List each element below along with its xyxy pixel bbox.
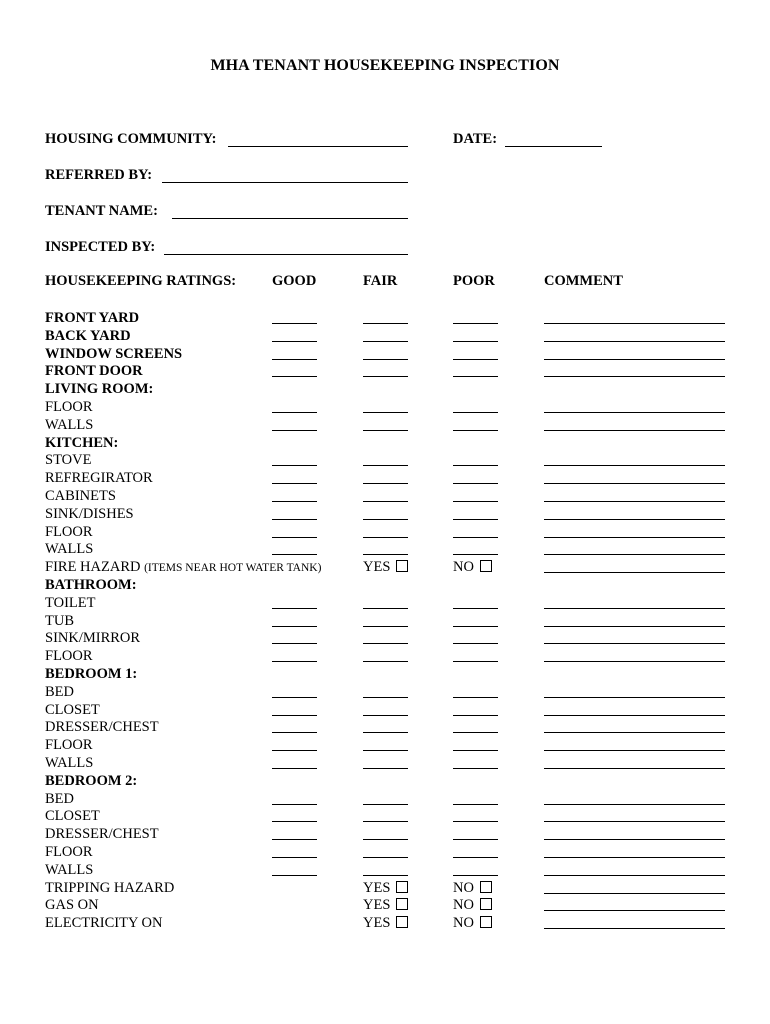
rating-fair-blank[interactable]	[363, 839, 408, 840]
comment-blank[interactable]	[544, 821, 725, 822]
comment-blank[interactable]	[544, 376, 725, 377]
date-label: DATE:	[453, 131, 498, 147]
comment-blank[interactable]	[544, 626, 725, 627]
rating-good-blank[interactable]	[272, 643, 317, 644]
rating-good-blank[interactable]	[272, 697, 317, 698]
row-label	[45, 879, 174, 897]
row-label-text: FLOOR	[45, 844, 93, 860]
row-label-text: BED	[45, 683, 74, 700]
rating-poor-blank[interactable]	[453, 341, 498, 342]
row-label-text: CABINETS	[45, 488, 116, 504]
rating-fair-blank[interactable]	[363, 768, 408, 769]
section-heading	[0, 772, 770, 790]
rating-fair-blank[interactable]	[363, 554, 408, 555]
row-label-text: BED	[45, 790, 74, 807]
row-label-text: WALLS	[45, 755, 94, 771]
rating-fair-blank[interactable]	[363, 821, 408, 822]
rating-poor-blank[interactable]	[453, 697, 498, 698]
comment-blank[interactable]	[544, 501, 725, 502]
inspection-row	[0, 718, 770, 736]
rating-good-blank[interactable]	[272, 804, 317, 805]
inspection-row	[0, 451, 770, 469]
column-fair: FAIR	[363, 273, 398, 289]
rating-fair-blank[interactable]	[363, 412, 408, 413]
rating-fair-blank[interactable]	[363, 697, 408, 698]
comment-blank[interactable]	[544, 804, 725, 805]
inspection-row	[0, 879, 770, 897]
rating-good-blank[interactable]	[272, 608, 317, 609]
comment-blank[interactable]	[544, 465, 725, 466]
rating-good-blank[interactable]	[272, 750, 317, 751]
rating-good-blank[interactable]	[272, 839, 317, 840]
rating-good-blank[interactable]	[272, 821, 317, 822]
inspection-row	[0, 736, 770, 754]
yes-option	[363, 896, 408, 914]
row-label-text: LIVING ROOM:	[45, 381, 154, 398]
yes-checkbox[interactable]	[396, 916, 408, 928]
rating-fair-blank[interactable]	[363, 376, 408, 377]
rating-good-blank[interactable]	[272, 715, 317, 716]
row-label-text: FLOOR	[45, 737, 93, 754]
row-label-text: WALLS	[45, 541, 94, 558]
rating-poor-blank[interactable]	[453, 501, 498, 502]
row-label-text: SINK/MIRROR	[45, 630, 141, 647]
rating-poor-blank[interactable]	[453, 483, 498, 484]
rating-fair-blank[interactable]	[363, 430, 408, 431]
inspection-row	[0, 345, 770, 363]
rating-good-blank[interactable]	[272, 465, 317, 466]
row-label-text: TUB	[45, 612, 74, 629]
row-label-text: BATHROOM:	[45, 577, 137, 593]
comment-blank[interactable]	[544, 910, 725, 911]
row-label-text: TRIPPING HAZARD	[45, 879, 175, 896]
row-label-text: REFREGIRATOR	[45, 470, 153, 487]
no-option	[453, 879, 492, 897]
row-label	[45, 683, 74, 701]
rating-poor-blank[interactable]	[453, 376, 498, 377]
row-label-text: ELECTRICITY ON	[45, 915, 163, 932]
yes-label: YES	[363, 879, 391, 896]
row-label	[45, 612, 74, 630]
row-label-text: WALLS	[45, 416, 94, 433]
yes-label: YES	[363, 559, 391, 576]
section-label	[45, 576, 137, 594]
inspection-row	[0, 843, 770, 861]
section-label	[45, 665, 137, 683]
row-label	[45, 647, 93, 665]
row-label	[45, 594, 95, 612]
row-label	[45, 896, 99, 914]
row-label	[45, 558, 321, 577]
tenant-name-label: TENANT NAME:	[45, 203, 158, 219]
comment-blank[interactable]	[544, 572, 725, 573]
row-label	[45, 362, 143, 380]
rating-fair-blank[interactable]	[363, 661, 408, 662]
row-label	[45, 790, 74, 808]
comment-blank[interactable]	[544, 341, 725, 342]
comment-blank[interactable]	[544, 839, 725, 840]
row-label	[45, 807, 100, 825]
comment-blank[interactable]	[544, 768, 725, 769]
column-poor: POOR	[453, 273, 495, 289]
row-label	[45, 629, 140, 647]
inspection-row	[0, 469, 770, 487]
yes-checkbox[interactable]	[396, 881, 408, 893]
rating-fair-blank[interactable]	[363, 715, 408, 716]
comment-blank[interactable]	[544, 537, 725, 538]
row-label	[45, 487, 116, 505]
rating-good-blank[interactable]	[272, 323, 317, 324]
row-label-text: SINK/DISHES	[45, 505, 134, 522]
inspection-row	[0, 861, 770, 879]
rating-poor-blank[interactable]	[453, 412, 498, 413]
row-label	[45, 327, 131, 345]
rating-poor-blank[interactable]	[453, 608, 498, 609]
comment-blank[interactable]	[544, 554, 725, 555]
yes-checkbox[interactable]	[396, 898, 408, 910]
comment-blank[interactable]	[544, 715, 725, 716]
inspection-row	[0, 629, 770, 647]
rating-fair-blank[interactable]	[363, 465, 408, 466]
rating-poor-blank[interactable]	[453, 839, 498, 840]
rating-good-blank[interactable]	[272, 519, 317, 520]
rating-good-blank[interactable]	[272, 626, 317, 627]
rating-good-blank[interactable]	[272, 483, 317, 484]
column-good: GOOD	[272, 273, 317, 289]
inspection-row	[0, 701, 770, 719]
comment-blank[interactable]	[544, 661, 725, 662]
rating-poor-blank[interactable]	[453, 804, 498, 805]
rating-fair-blank[interactable]	[363, 323, 408, 324]
rating-good-blank[interactable]	[272, 501, 317, 502]
row-label-text: BEDROOM 1:	[45, 666, 138, 682]
comment-blank[interactable]	[544, 750, 725, 751]
row-label	[45, 914, 162, 932]
rating-poor-blank[interactable]	[453, 732, 498, 733]
inspection-row	[0, 683, 770, 701]
section-label	[45, 434, 118, 452]
yes-label: YES	[363, 915, 391, 932]
rating-poor-blank[interactable]	[453, 661, 498, 662]
section-heading	[0, 576, 770, 594]
rating-poor-blank[interactable]	[453, 750, 498, 751]
section-heading	[0, 380, 770, 398]
comment-blank[interactable]	[544, 732, 725, 733]
inspection-row	[0, 523, 770, 541]
rating-fair-blank[interactable]	[363, 875, 408, 876]
row-label-text: FLOOR	[45, 648, 93, 665]
comment-blank[interactable]	[544, 608, 725, 609]
inspection-row	[0, 362, 770, 380]
rating-good-blank[interactable]	[272, 554, 317, 555]
housekeeping-ratings-label: HOUSEKEEPING RATINGS:	[45, 273, 237, 289]
row-label-text: FLOOR	[45, 523, 93, 540]
rating-poor-blank[interactable]	[453, 554, 498, 555]
yes-checkbox[interactable]	[396, 560, 408, 572]
row-label	[45, 309, 139, 327]
rating-poor-blank[interactable]	[453, 768, 498, 769]
rating-good-blank[interactable]	[272, 359, 317, 360]
comment-blank[interactable]	[544, 430, 725, 431]
row-label	[45, 736, 93, 754]
row-label-text: BACK YARD	[45, 327, 131, 344]
rating-fair-blank[interactable]	[363, 483, 408, 484]
row-label-text: WINDOW SCREENS	[45, 345, 183, 362]
rating-fair-blank[interactable]	[363, 804, 408, 805]
no-checkbox[interactable]	[480, 916, 492, 928]
inspection-row	[0, 647, 770, 665]
row-label	[45, 523, 93, 541]
rating-poor-blank[interactable]	[453, 626, 498, 627]
inspection-row	[0, 558, 770, 576]
inspection-row	[0, 540, 770, 558]
rating-good-blank[interactable]	[272, 857, 317, 858]
comment-blank[interactable]	[544, 697, 725, 698]
rating-good-blank[interactable]	[272, 376, 317, 377]
row-label-text: WALLS	[45, 861, 94, 878]
inspection-row	[0, 790, 770, 808]
rating-poor-blank[interactable]	[453, 323, 498, 324]
row-label-text: FIRE HAZARD	[45, 559, 141, 576]
row-label-text: FRONT YARD	[45, 310, 140, 326]
rating-fair-blank[interactable]	[363, 750, 408, 751]
section-heading	[0, 665, 770, 683]
rating-poor-blank[interactable]	[453, 537, 498, 538]
row-label-text: BEDROOM 2:	[45, 772, 138, 789]
no-option	[453, 914, 492, 932]
rating-poor-blank[interactable]	[453, 465, 498, 466]
rating-fair-blank[interactable]	[363, 732, 408, 733]
comment-blank[interactable]	[544, 857, 725, 858]
inspection-row	[0, 914, 770, 932]
yes-option	[363, 558, 408, 576]
row-label-text: FRONT DOOR	[45, 363, 143, 380]
row-label-text: GAS ON	[45, 897, 99, 914]
inspection-row	[0, 825, 770, 843]
row-label	[45, 754, 93, 772]
rating-poor-blank[interactable]	[453, 519, 498, 520]
rating-good-blank[interactable]	[272, 412, 317, 413]
housing-community-label: HOUSING COMMUNITY:	[45, 131, 217, 147]
rating-fair-blank[interactable]	[363, 608, 408, 609]
row-label-text: STOVE	[45, 452, 92, 469]
comment-blank[interactable]	[544, 359, 725, 360]
rating-good-blank[interactable]	[272, 875, 317, 876]
inspection-row	[0, 327, 770, 345]
comment-blank[interactable]	[544, 875, 725, 876]
row-label	[45, 505, 134, 523]
rating-poor-blank[interactable]	[453, 359, 498, 360]
no-label: NO	[453, 559, 474, 576]
row-label	[45, 825, 159, 843]
row-label	[45, 345, 182, 363]
inspection-row	[0, 398, 770, 416]
inspected-by-label: INSPECTED BY:	[45, 239, 156, 255]
column-comment: COMMENT	[544, 273, 623, 289]
rating-fair-blank[interactable]	[363, 626, 408, 627]
row-label-text: DRESSER/CHEST	[45, 719, 159, 736]
no-checkbox[interactable]	[480, 881, 492, 893]
rating-poor-blank[interactable]	[453, 875, 498, 876]
comment-blank[interactable]	[544, 323, 725, 324]
rating-good-blank[interactable]	[272, 768, 317, 769]
row-label	[45, 843, 93, 861]
row-label-text: DRESSER/CHEST	[45, 826, 159, 843]
rating-good-blank[interactable]	[272, 732, 317, 733]
rating-good-blank[interactable]	[272, 430, 317, 431]
row-label	[45, 540, 93, 558]
inspection-row	[0, 594, 770, 612]
no-checkbox[interactable]	[480, 898, 492, 910]
comment-blank[interactable]	[544, 412, 725, 413]
rating-good-blank[interactable]	[272, 341, 317, 342]
row-label	[45, 718, 159, 736]
inspection-row	[0, 612, 770, 630]
comment-blank[interactable]	[544, 519, 725, 520]
no-option	[453, 558, 492, 576]
section-heading	[0, 434, 770, 452]
inspection-row	[0, 754, 770, 772]
rating-poor-blank[interactable]	[453, 643, 498, 644]
row-label	[45, 469, 153, 487]
row-label	[45, 398, 93, 416]
no-label: NO	[453, 897, 474, 914]
comment-blank[interactable]	[544, 893, 725, 894]
row-label-text: CLOSET	[45, 808, 100, 825]
inspection-row	[0, 807, 770, 825]
rating-fair-blank[interactable]	[363, 643, 408, 644]
no-checkbox[interactable]	[480, 560, 492, 572]
inspection-row	[0, 487, 770, 505]
yes-label: YES	[363, 897, 391, 914]
inspection-row	[0, 896, 770, 914]
row-label	[45, 701, 100, 719]
rating-good-blank[interactable]	[272, 537, 317, 538]
comment-blank[interactable]	[544, 643, 725, 644]
no-option	[453, 896, 492, 914]
rating-good-blank[interactable]	[272, 661, 317, 662]
page-title: MHA TENANT HOUSEKEEPING INSPECTION	[210, 57, 560, 74]
row-note: (ITEMS NEAR HOT WATER TANK)	[144, 562, 322, 575]
row-label-text: CLOSET	[45, 701, 100, 718]
row-label-text: KITCHEN:	[45, 434, 119, 451]
section-label	[45, 380, 153, 398]
inspection-row	[0, 505, 770, 523]
rating-poor-blank[interactable]	[453, 857, 498, 858]
rating-fair-blank[interactable]	[363, 519, 408, 520]
row-label	[45, 451, 91, 469]
rating-fair-blank[interactable]	[363, 359, 408, 360]
comment-blank[interactable]	[544, 928, 725, 929]
section-label	[45, 772, 137, 790]
rating-fair-blank[interactable]	[363, 537, 408, 538]
inspection-row	[0, 309, 770, 327]
row-label-text: TOILET	[45, 594, 96, 611]
rating-fair-blank[interactable]	[363, 501, 408, 502]
inspection-row	[0, 416, 770, 434]
no-label: NO	[453, 915, 474, 932]
row-label-text: FLOOR	[45, 399, 93, 415]
no-label: NO	[453, 879, 474, 896]
rating-fair-blank[interactable]	[363, 341, 408, 342]
rating-poor-blank[interactable]	[453, 821, 498, 822]
yes-option	[363, 879, 408, 897]
row-label	[45, 416, 93, 434]
comment-blank[interactable]	[544, 483, 725, 484]
rating-poor-blank[interactable]	[453, 430, 498, 431]
rating-poor-blank[interactable]	[453, 715, 498, 716]
referred-by-label: REFERRED BY:	[45, 167, 153, 183]
row-label	[45, 861, 93, 879]
rating-fair-blank[interactable]	[363, 857, 408, 858]
yes-option	[363, 914, 408, 932]
